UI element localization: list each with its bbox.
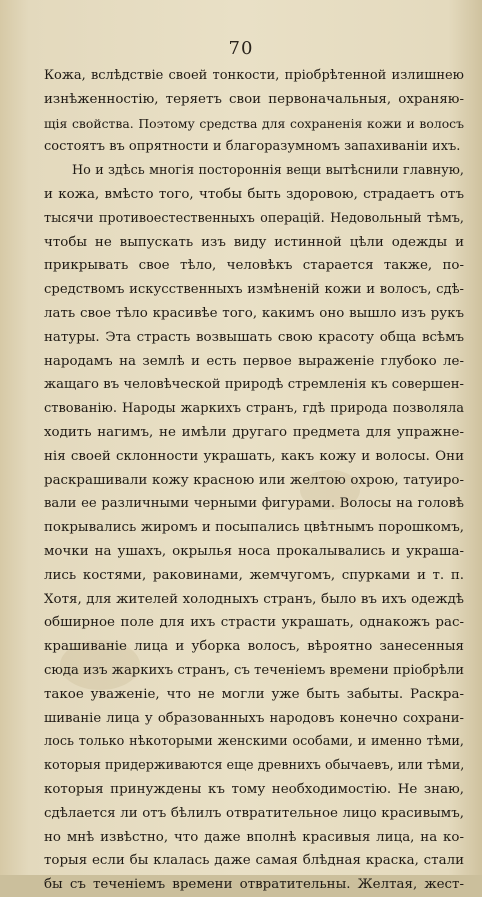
text-line: средствомъ искусственныхъ измѣненій кожи и волосъ, сдѣ- [44, 282, 464, 298]
text-line: крашиваніе лица и уборка волосъ, вѣроятно занесенныя [44, 639, 464, 655]
text-line: покрывались жиромъ и посыпались цвѣтнымъ порошкомъ, [44, 520, 464, 536]
text-line: мочки на ушахъ, окрылья носа прокалывались и украша- [44, 543, 464, 559]
text-line: натуры. Эта страсть возвышать свою красоту обща всѣмъ [44, 329, 464, 345]
text-line: Но и здѣсь многія постороннія вещи вытѣснили главную, [72, 163, 464, 179]
text-line: ствованію. Народы жаркихъ странъ, гдѣ природа позволяла [44, 401, 464, 417]
text-line: лось только нѣкоторыми женскими особами, и именно тѣми, [44, 734, 464, 750]
text-line: которыя придерживаются еще древнихъ обычаевъ, или тѣми, [44, 758, 465, 774]
text-line: прикрывать свое тѣло, человѣкъ старается также, по- [44, 258, 464, 274]
text-line: вали ее различными черными фигурами. Волосы на головѣ [44, 496, 464, 512]
text-line: но мнѣ извѣстно, что даже вполнѣ красивыя лица, на ко- [44, 829, 464, 845]
text-line: Хотя, для жителей холодныхъ странъ, было въ ихъ одеждѣ [44, 591, 464, 607]
text-line: сдѣлается ли отъ бѣлилъ отвратительное лицо красивымъ, [44, 805, 464, 821]
text-line: Кожа, вслѣдствіе своей тонкости, пріобрѣтенной излишнею [44, 68, 464, 83]
text-line: бы съ теченіемъ времени отвратительны. Желтая, жест- [44, 877, 464, 893]
text-line: ходить нагимъ, не имѣли другаго предмета для упражне- [44, 424, 464, 440]
text-line: сюда изъ жаркихъ странъ, съ теченіемъ времени пріобрѣли [44, 662, 464, 678]
text-line: лись костями, раковинами, жемчугомъ, спурками и т. п. [44, 567, 464, 583]
text-line: торыя если бы клалась даже самая блѣдная краска, стали [44, 853, 464, 869]
page-number: 70 [228, 38, 254, 59]
text-line: и кожа, вмѣсто того, чтобы быть здоровою, страдаетъ отъ [44, 186, 464, 202]
text-line: обширное поле для ихъ страсти украшать, однакожъ рас- [44, 615, 464, 631]
text-line: тысячи противоестественныхъ операцій. Недовольный тѣмъ, [44, 210, 464, 226]
text-line: которыя принуждены къ тому необходимостію. Не знаю, [44, 781, 464, 797]
text-line: народамъ на землѣ и есть первое выраженіе глубоко ле- [44, 353, 464, 369]
text-line: щія свойства. Поэтому средства для сохраненія кожи и волосъ [44, 115, 464, 131]
text-line: чтобы не выпускать изъ виду истинной цѣли одежды и [44, 234, 464, 250]
text-line: такое уваженіе, что не могли уже быть забыты. Раскра- [44, 686, 464, 702]
text-line: жащаго въ человѣческой природѣ стремленія къ совершен- [44, 377, 464, 393]
text-line: нія своей склонности украшать, какъ кожу и волосы. Они [44, 448, 464, 464]
body-text [44, 64, 464, 897]
text-line: состоятъ въ опрятности и благоразумномъ запахиваніи ихъ. [44, 139, 461, 155]
text-line: изнѣженностію, теряетъ свои первоначальныя, охраняю- [44, 91, 464, 107]
text-line: раскрашивали кожу красною или желтою охрою, татуиро- [44, 472, 464, 488]
text-line: лать свое тѣло красивѣе того, какимъ оно вышло изъ рукъ [44, 305, 464, 321]
text-line: шиваніе лица у образованныхъ народовъ конечно сохрани- [44, 710, 464, 726]
